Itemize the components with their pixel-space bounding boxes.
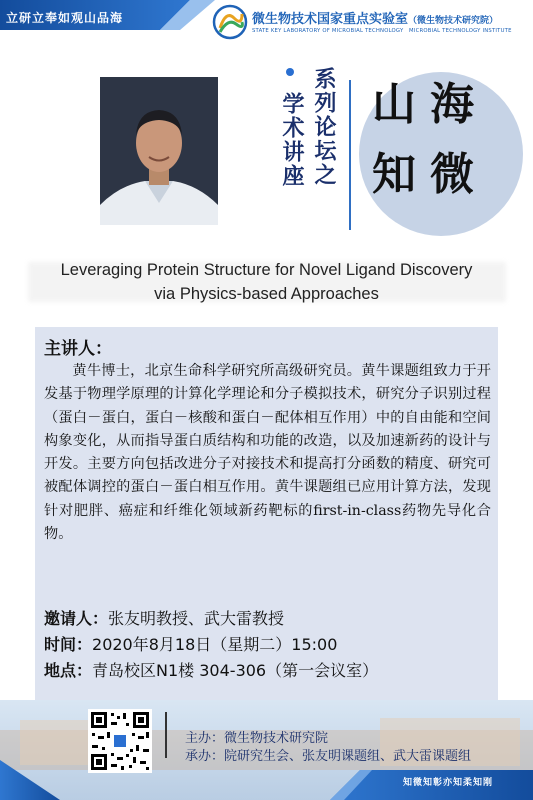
- speaker-photo: [100, 77, 218, 225]
- institute-name-english: MICROBIAL TECHNOLOGY INSTITUTE: [409, 28, 512, 34]
- footer-divider: [165, 712, 167, 758]
- inviter-value: 张友明教授、武大雷教授: [108, 609, 285, 628]
- lab-logo: [212, 4, 248, 40]
- qr-code[interactable]: [88, 709, 152, 773]
- time-label: 时间：: [44, 635, 93, 654]
- place-line: [44, 658, 378, 681]
- footer-motto: 知微知彰亦知柔知刚: [403, 778, 494, 788]
- institute-name: （微生物技术研究院）: [408, 16, 499, 26]
- place-value: 青岛校区N1楼 304-306（第一会议室）: [92, 661, 379, 680]
- talk-title-line-1: Leveraging Protein Structure for Novel Ligand Discovery: [60, 261, 473, 279]
- talk-title: [0, 258, 533, 306]
- big-char-3: 知: [372, 149, 416, 200]
- host-line: 主办：微生物技术研究院: [185, 731, 329, 746]
- inviter-label: 邀请人：: [44, 609, 109, 628]
- series-column-1: 系列论坛之: [311, 67, 337, 187]
- time-line: [44, 632, 337, 655]
- header-motto: 立研立奉如观山品海: [6, 11, 124, 25]
- talk-title-line-2: via Physics-based Approaches: [154, 285, 379, 303]
- lab-name: 微生物技术国家重点实验室: [252, 12, 409, 27]
- lab-name-en: [252, 28, 512, 34]
- speaker-label: 主讲人：: [44, 339, 112, 359]
- lab-name-english: STATE KEY LABORATORY OF MICROBIAL TECHNOLOGY: [252, 28, 404, 34]
- lab-name-cn: [252, 8, 498, 27]
- place-label: 地点：: [44, 661, 93, 680]
- divider-line: [349, 80, 351, 230]
- big-char-2: 海: [430, 79, 474, 130]
- inviter-line: [44, 606, 284, 629]
- accent-dot: [286, 68, 294, 76]
- big-char-1: 山: [372, 79, 416, 130]
- speaker-bio: 黄牛博士，北京生命科学研究所高级研究员。黄牛课题组致力于开发基于物理学原理的计算化学理论和分子模拟技术，研究分子识别过程（蛋白－蛋白，蛋白－核酸和蛋白－配体相互作用）中的自由能和空间构象变化，从而指导蛋白质结构和功能的改造，以及加速新药的设计与开发。主要方向包括改进分子对接技术和提高打分函数的精度、研究可被配体调控的蛋白－蛋白相互作用。黄牛课题组已应用计算方法，发现针对肥胖、癌症和纤维化领域新药靶标的first-in-class药物先导化合物。: [44, 363, 491, 543]
- organizer-line: 承办：院研究生会、张友明课题组、武大雷课题组: [185, 749, 472, 764]
- time-value: 2020年8月18日（星期二）15:00: [92, 635, 338, 654]
- big-char-4: 微: [430, 149, 474, 200]
- series-column-2: 学术讲座: [279, 92, 305, 188]
